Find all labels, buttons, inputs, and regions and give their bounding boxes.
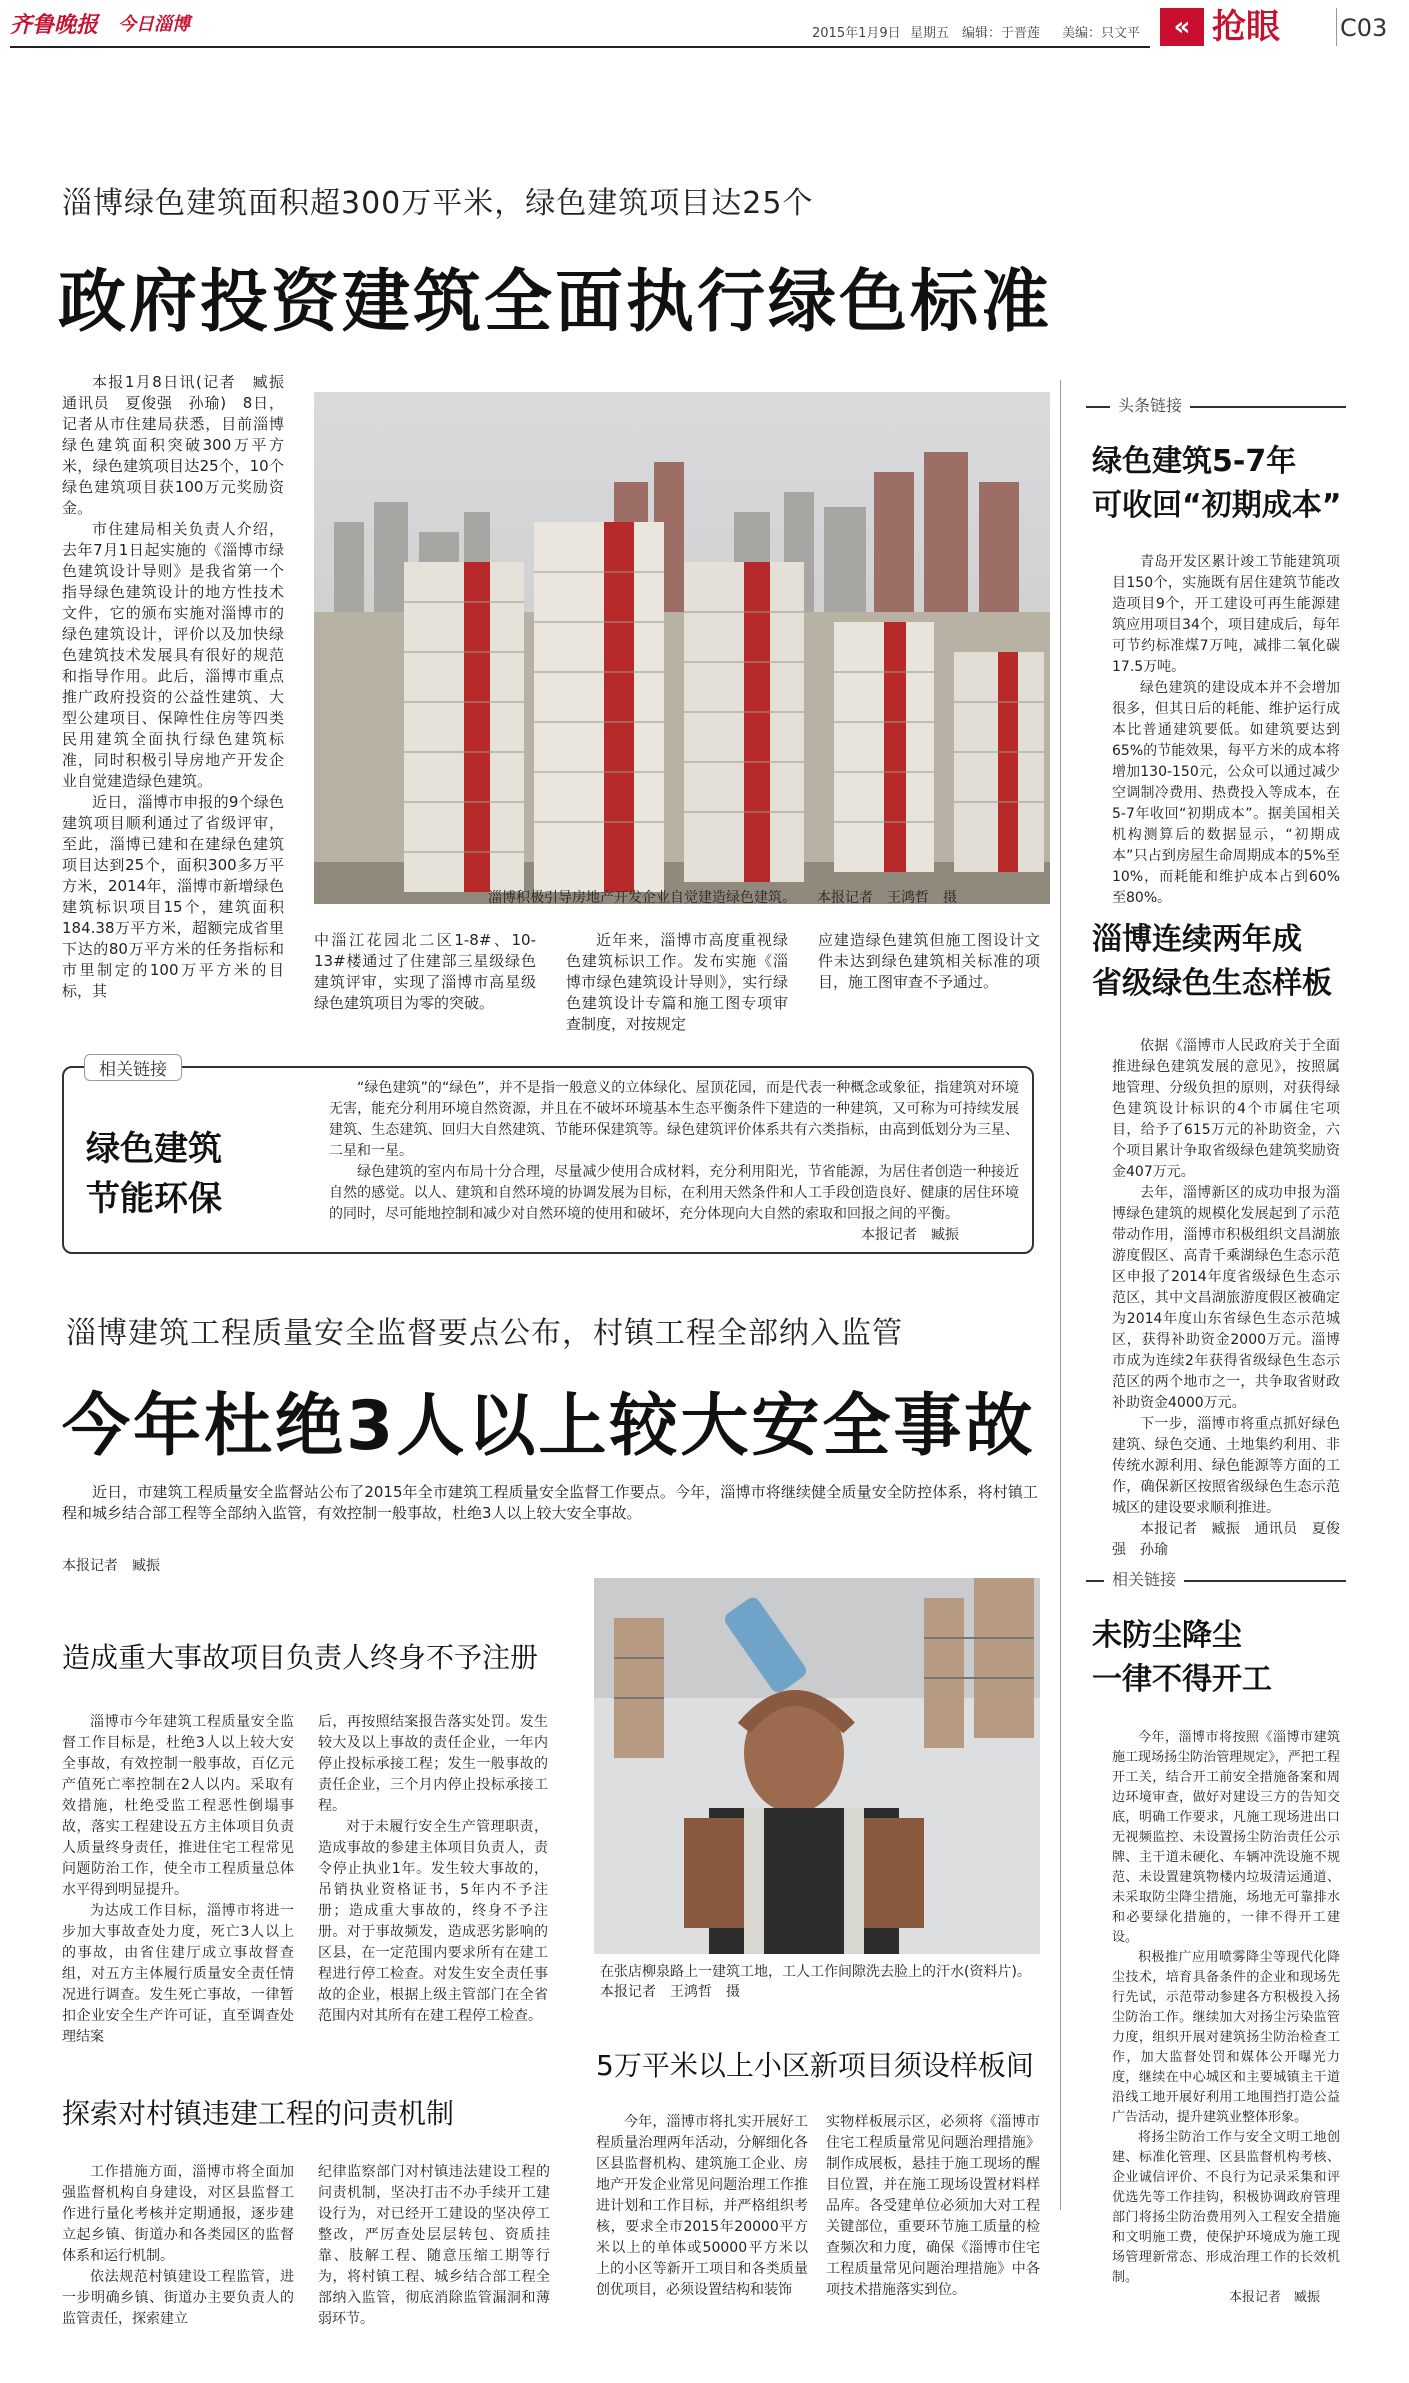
related-link-title <box>86 1124 222 1224</box>
paragraph: 今年，淄博市将扎实开展好工程质量治理两年活动，分解细化各区县监督机构、建筑施工企业、房地产开发企业常见问题治理工作推进计划和工作目标，并严格组织考核，要求全市2015年20000平方米以上的单体或50000平方米以上的小区等新开工项目和各类质量创优项目，必须设置结构和装饰 <box>596 2114 808 2298</box>
green-building-photo <box>314 392 1050 904</box>
story2-section1-column-1 <box>62 1712 294 2048</box>
paragraph: 实物样板展示区，必须将《淄博市住宅工程质量常见问题治理措施》制作成展板，悬挂于施工现场的醒目位置，并在施工现场设置材料样品库。各受建单位必须加大对工程关键部位，重要环节施工质量的检查频次和力度，确保《淄博市住宅工程质量常见问题治理措施》中各项技术措施落实到位。 <box>826 2114 1040 2298</box>
story2-section2-column-2 <box>318 2162 550 2330</box>
related-link-body <box>329 1078 1019 1246</box>
sidebar2-title-line1: 淄博连续两年成 <box>1092 922 1302 957</box>
story2-byline: 本报记者 臧振 <box>62 1558 160 1574</box>
paragraph: 积极推广应用喷雾降尘等现代化降尘技术，培育具备条件的企业和现场先行先试，示范带动参建各方积极投入扬尘防治工作。继续加大对扬尘污染监管力度，组织开展对建筑扬尘防治检查工作，加大监督处罚和媒体公开曝光力度，继续在中心城区和主要城镇主干道沿线工地开展好利用工地围挡打造公益广告活动，提升建筑业整体形象。 <box>1112 1950 1340 2125</box>
related-link-tag: 相关链接 <box>84 1054 182 1081</box>
sidebar2-title-line2: 省级绿色生态样板 <box>1092 966 1332 1001</box>
paragraph: 中淄江花园北二区1-8#、10-13#楼通过了住建部三星级绿色建筑评审，实现了淄博市高星级绿色建筑项目为零的突破。 <box>314 931 536 1012</box>
paragraph: 去年，淄博新区的成功申报为淄博绿色建筑的规模化发展起到了示范带动作用，淄博市积极组织文昌湖旅游度假区、高青千乘湖绿色生态示范区申报了2014年度省级绿色生态示范区，其中文昌湖旅游度假区被确定为2014年度山东省绿色生态示范城区，获得补助资金2000万元。淄博市成为连续2年获得省级绿色生态示范区的两个地市之一，共争取省财政补助资金4000万元。 <box>1112 1185 1340 1411</box>
paragraph: 淄博市今年建筑工程质量安全监督工作目标是，杜绝3人以上较大安全事故，有效控制一般事故，百亿元产值死亡率控制在2人以内。采取有效措施，杜绝受监工程恶性倒塌事故，落实工程建设五方主体项目负责人质量终身责任，推进住宅工程常见问题防治工作，使全市工程质量总体水平得到明显提升。 <box>62 1714 294 1898</box>
paragraph: 后，再按照结案报告落实处罚。发生较大及以上事故的责任企业，一年内停止投标承接工程；发生一般事故的责任企业，三个月内停止投标承接工程。 <box>318 1714 548 1814</box>
paragraph: 工作措施方面，淄博市将全面加强监督机构自身建设，对区县监督工作进行量化考核并定期通报，逐步建立起乡镇、街道办和各类园区的监督体系和运行机制。 <box>62 2164 294 2264</box>
paragraph: 对于未履行安全生产管理职责，造成事故的参建主体项目负责人，责令停止执业1年。发生较大事故的，吊销执业资格证书，5年内不予注册；造成重大事故的，终身不予注册。对于事故频发，造成恶劣影响的区县，在一定范围内要求所有在建工程进行停工检查。对发生安全责任事故的企业，根据上级主管部门在全省范围内对其所有在建工程停工检查。 <box>318 1819 548 2024</box>
paragraph: 近日，市建筑工程质量安全监督站公布了2015年全市建筑工程质量安全监督工作要点。今年，淄博市将继续健全质量安全防控体系，将村镇工程和城乡结合部工程等全部纳入监管，有效控制一般事故，杜绝3人以上较大安全事故。 <box>62 1483 1038 1522</box>
sidebar3-body <box>1112 1728 1340 2308</box>
story1-column-1 <box>62 372 300 1002</box>
masthead-section-name: 今日淄博 <box>118 14 190 35</box>
page-number-divider <box>1336 8 1337 46</box>
paragraph: 今年，淄博市将按照《淄博市建筑施工现场扬尘防治管理规定》，严把工程开工关，结合开工前安全措施备案和周边环境审查，做好对建设三方的告知交底，明确工作要求，凡施工现场进出口无视频监控、未设置扬尘防治责任公示牌、主干道未硬化、车辆冲洗设施不规范、未设置建筑物楼内垃圾清运通道、未采取防尘降尘措施，场地无可靠排水和必要绿化措施的，一律不得开工建设。 <box>1112 1730 1340 1945</box>
story2-section1-column-2 <box>318 1712 548 2027</box>
paragraph: 绿色建筑的室内布局十分合理，尽量减少使用合成材料，充分利用阳光，节省能源，为居住者创造一种接近自然的感觉。以人、建筑和自然环境的协调发展为目标，在利用天然条件和人工手段创造良好、健康的居住环境的同时，尽可能地控制和减少对自然环境的使用和破坏，充分体现向大自然的索取和回报之间的平衡。 <box>329 1164 1019 1222</box>
paragraph: 纪律监察部门对村镇违法建设工程的问责机制，坚决打击不办手续开工建设行为，对已经开工建设的坚决停工整改，严厉查处层层转包、资质挂靠、肢解工程、随意压缩工期等行为，将村镇工程、城乡结合部工程全部纳入监管，彻底消除监管漏洞和薄弱环节。 <box>318 2164 550 2327</box>
paragraph: 近日，淄博市申报的9个绿色建筑项目顺利通过了省级评审，至此，淄博已建和在建绿色建筑项目达到25个，面积300多万平方米，2014年，淄博市新增绿色建筑标识项目15个，建筑面积184.38万平方米，超额完成省里下达的80万平方米的任务指标和市里制定的100万平方米的目标，其 <box>62 793 284 1000</box>
story1-subhead: 淄博绿色建筑面积超300万平米，绿色建筑项目达25个 <box>62 186 814 221</box>
issue-weekday: 星期五 <box>910 26 950 41</box>
story2-section2-column-1 <box>62 2162 294 2330</box>
story1-photo-caption: 淄博积极引导房地产开发企业自觉建造绿色建筑。 本报记者 王鸿哲 摄 <box>488 890 957 906</box>
sidebar1-body <box>1112 552 1340 909</box>
paragraph: 下一步，淄博市将重点抓好绿色建筑、绿色交通、土地集约利用、非传统水源利用、绿色能源等方面的工作，确保新区按照省级绿色生态示范城区的建设要求顺利推进。 <box>1112 1416 1340 1516</box>
paragraph: 将扬尘防治工作与安全文明工地创建、标准化管理、区县监督机构考核、企业诚信评价、不良行为记录采集和评优选先等工作挂钩，积极协调政府管理部门将扬尘防治费用列入工程安全措施和文明施工费，使保护环境成为施工现场管理新常态、形成治理工作的长效机制。 <box>1112 2130 1340 2285</box>
sidebar1-title-line2: 可收回“初期成本” <box>1092 488 1342 523</box>
sidebar3-byline: 本报记者 臧振 <box>1228 2290 1320 2305</box>
sidebar1-label: 头条链接 <box>1110 393 1190 416</box>
designer-credit: 美编：只文平 <box>1062 26 1141 41</box>
section-badge <box>1160 6 1332 48</box>
sidebar2-byline: 本报记者 臧振 通讯员 夏俊强 孙瑜 <box>1112 1521 1340 1558</box>
story1-photo <box>314 392 1050 904</box>
story2-photo-caption: 在张店柳泉路上一建筑工地，工人工作间隙洗去脸上的汗水(资料片)。 本报记者 王鸿哲 摄 <box>600 1964 1038 2000</box>
paragraph: 青岛开发区累计竣工节能建筑项目150个，实施既有居住建筑节能改造项目9个，开工建设可再生能源建筑应用项目34个，项目建成后，每年可节约标准煤7万吨，减排二氧化碳17.5万吨。 <box>1112 554 1340 675</box>
column-divider <box>1060 380 1061 2210</box>
story2-section2-title: 探索对村镇违建工程的问责机制 <box>62 2097 455 2130</box>
section-badge-label: 抢眼 <box>1212 7 1280 47</box>
masthead-paper-name: 齐鲁晚报 <box>10 12 99 38</box>
paragraph: “绿色建筑”的“绿色”，并不是指一般意义的立体绿化、屋顶花园，而是代表一种概念或象征，指建筑对环境无害，能充分利用环境自然资源，并且在不破坏环境基本生态平衡条件下建造的一种建筑，又可称为可持续发展建筑、生态建筑、回归大自然建筑、节能环保建筑等。绿色建筑评价体系共有六类指标，由高到低划分为三星、二星和一星。 <box>329 1080 1019 1159</box>
sidebar1-title <box>1092 440 1341 528</box>
story2-section3-title: 5万平米以上小区新项目须设样板间 <box>596 2049 1034 2082</box>
paragraph: 为达成工作目标，淄博市将进一步加大事故查处力度，死亡3人以上的事故，由省住建厅成立事故督查组，对五方主体履行质量安全责任情况进行调查。发生死亡事故，一律暂扣企业安全生产许可证，直至调查处理结案 <box>62 1903 294 2045</box>
paragraph: 市住建局相关负责人介绍，去年7月1日起实施的《淄博市绿色建筑设计导则》是我省第一个指导绿色建筑设计的地方性技术文件，它的颁布实施对淄博市的绿色建筑设计，评价以及加快绿色建筑技术发展具有很好的规范和指导作用。此后，淄博市重点推广政府投资的公益性建筑、大型公建项目、保障性住房等四类民用建筑全面执行绿色建筑标准，同时积极引导房地产开发企业自觉建造绿色建筑。 <box>62 520 284 790</box>
story2-section3-column-1 <box>596 2112 808 2301</box>
issue-date: 2015年1月9日 <box>812 26 901 41</box>
story2-lead <box>62 1482 1038 1524</box>
story1-column-2 <box>314 930 536 1014</box>
sidebar3-title <box>1092 1614 1272 1702</box>
paragraph: 近年来，淄博市高度重视绿色建筑标识工作。发布实施《淄博市绿色建筑设计导则》，实行绿色建筑设计专篇和施工图专项审查制度，对按规定 <box>566 931 788 1033</box>
related-link-byline: 本报记者 臧振 <box>861 1227 959 1243</box>
story2-section3-column-2 <box>826 2112 1040 2301</box>
paragraph: 依法规范村镇建设工程监管，进一步明确乡镇、街道办主要负责人的监管责任，探索建立 <box>62 2269 294 2327</box>
story1-column-4 <box>818 930 1040 993</box>
story1-headline: 政府投资建筑全面执行绿色标准 <box>58 263 1053 342</box>
story2-headline: 今年杜绝3人以上较大安全事故 <box>62 1387 1036 1466</box>
story1-column-3 <box>566 930 788 1035</box>
sidebar3-title-line1: 未防尘降尘 <box>1092 1618 1242 1653</box>
sidebar2-body <box>1112 1036 1340 1561</box>
sidebar1-title-line1: 绿色建筑5-7年 <box>1092 444 1297 479</box>
worker-photo <box>594 1578 1040 1954</box>
double-chevron-icon: « <box>1160 8 1204 46</box>
related-link-title-line1: 绿色建筑 <box>86 1129 222 1169</box>
paragraph: 本报1月8日讯(记者 臧振 通讯员 夏俊强 孙瑜) 8日，记者从市住建局获悉，目前淄博绿色建筑面积突破300万平方米，绿色建筑项目达25个，10个绿色建筑项目获100万元奖励资金。 <box>62 373 300 517</box>
paragraph: 依据《淄博市人民政府关于全面推进绿色建筑发展的意见》，按照属地管理、分级负担的原则，对获得绿色建筑设计标识的4个市属住宅项目，给予了615万元的补助资金，六个项目累计争取省级绿色建筑奖励资金407万元。 <box>1112 1038 1340 1180</box>
paragraph: 绿色建筑的建设成本并不会增加很多，但其日后的耗能、维护运行成本比普通建筑要低。如建筑要达到65%的节能效果，每平方米的成本将增加130-150元，公众可以通过减少空调制冷费用、热费投入等成本，在5-7年收回“初期成本”。据美国相关机构测算后的数据显示，“初期成本”只占到房屋生命周期成本的5%至10%，而耗能和维护成本占到60%至80%。 <box>1112 680 1340 906</box>
editor-credit: 编辑：于晋莲 <box>962 26 1041 41</box>
related-link-title-line2: 节能环保 <box>86 1179 222 1219</box>
sidebar3-label: 相关链接 <box>1104 1567 1184 1590</box>
story2-photo <box>594 1578 1040 1954</box>
sidebar3-title-line2: 一律不得开工 <box>1092 1662 1272 1697</box>
masthead-rule <box>10 46 1150 48</box>
paragraph: 应建造绿色建筑但施工图设计文件未达到绿色建筑相关标准的项目，施工图审查不予通过。 <box>818 931 1040 991</box>
page-number: C03 <box>1340 14 1388 42</box>
related-link-box <box>62 1060 1034 1254</box>
story2-subhead: 淄博建筑工程质量安全监督要点公布，村镇工程全部纳入监管 <box>66 1316 903 1351</box>
story2-section1-title: 造成重大事故项目负责人终身不予注册 <box>62 1641 539 1674</box>
sidebar2-title <box>1092 918 1332 1006</box>
